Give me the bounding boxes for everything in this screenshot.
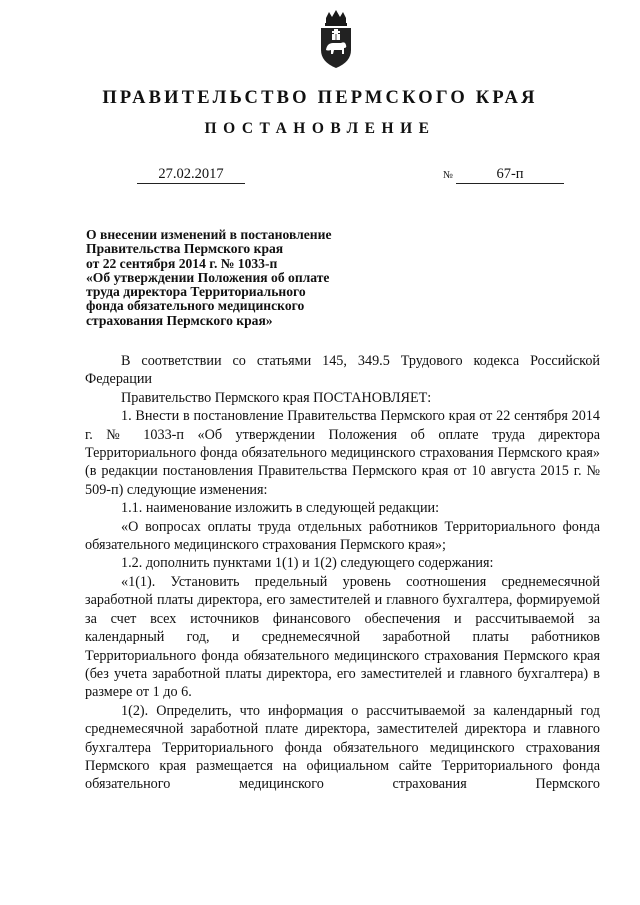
coat-of-arms-icon xyxy=(318,10,354,70)
body-paragraph: 1.1. наименование изложить в следующей редакции: xyxy=(121,500,440,517)
body-paragraph: 1(2). Определить, что информация о рассчитываемой за календарный год среднемесячной заработной плате директора, заместителей директора и главного бухгалтера Территориального фонда обязательного медицинского страхования Пермского края размещается на официальном сайте Территориального фонда обязательного медицинского страхования Пермского xyxy=(85,702,600,793)
number-sign: № xyxy=(443,170,454,181)
body-paragraph: «О вопросах оплаты труда отдельных работников Территориального фонда обязательного медицинского страхования Пермского края»; xyxy=(85,518,600,554)
body-paragraph: «1(1). Установить предельный уровень соотношения среднемесячной заработной платы директора, его заместителей и главного бухгалтера, формируемой за счет всех источников финансового обеспечения и рассчитываемой за календарный год, и среднемесячной заработной платы работников Территориального фонда обязательного медицинского страхования Пермского края (без учета заработной платы директора, его заместителей и главного бухгалтера) в размере от 1 до 6. xyxy=(85,573,600,701)
title-line: от 22 сентября 2014 г. № 1033-п xyxy=(86,255,278,271)
title-line: фонда обязательного медицинского xyxy=(86,298,305,314)
title-line: страхования Пермского края» xyxy=(86,312,273,328)
document-type: ПОСТАНОВЛЕНИЕ xyxy=(204,120,436,137)
body-paragraph: 1.2. дополнить пунктами 1(1) и 1(2) следующего содержания: xyxy=(121,555,494,572)
title-line: О внесении изменений в постановление xyxy=(86,227,332,242)
body-paragraph: 1. Внести в постановление Правительства Пермского края от 22 сентября 2014 г. № 1033-п «Об утверждении Положения об оплате труда директора Территориального фонда обязательного медицинского страхования Пермского края» (в редакции постановления Правительства Пермского края от 10 августа 2015 г. № 509-п) следующие изменения: xyxy=(85,408,600,498)
document-date: 27.02.2017 xyxy=(137,166,245,184)
title-line: труда директора Территориального xyxy=(86,284,306,300)
title-line: Правительства Пермского края xyxy=(86,241,284,257)
title-line: «Об утверждении Положения об оплате xyxy=(86,269,330,285)
document-number: 67-п xyxy=(456,166,564,184)
document-title xyxy=(86,228,386,328)
document-body xyxy=(85,352,600,794)
organization-title: ПРАВИТЕЛЬСТВО ПЕРМСКОГО КРАЯ xyxy=(102,88,538,108)
body-paragraph: Правительство Пермского края ПОСТАНОВЛЯЕТ: xyxy=(121,389,432,406)
body-paragraph: В соответствии со статьями 145, 349.5 Трудового кодекса Российской Федерации xyxy=(85,353,600,388)
